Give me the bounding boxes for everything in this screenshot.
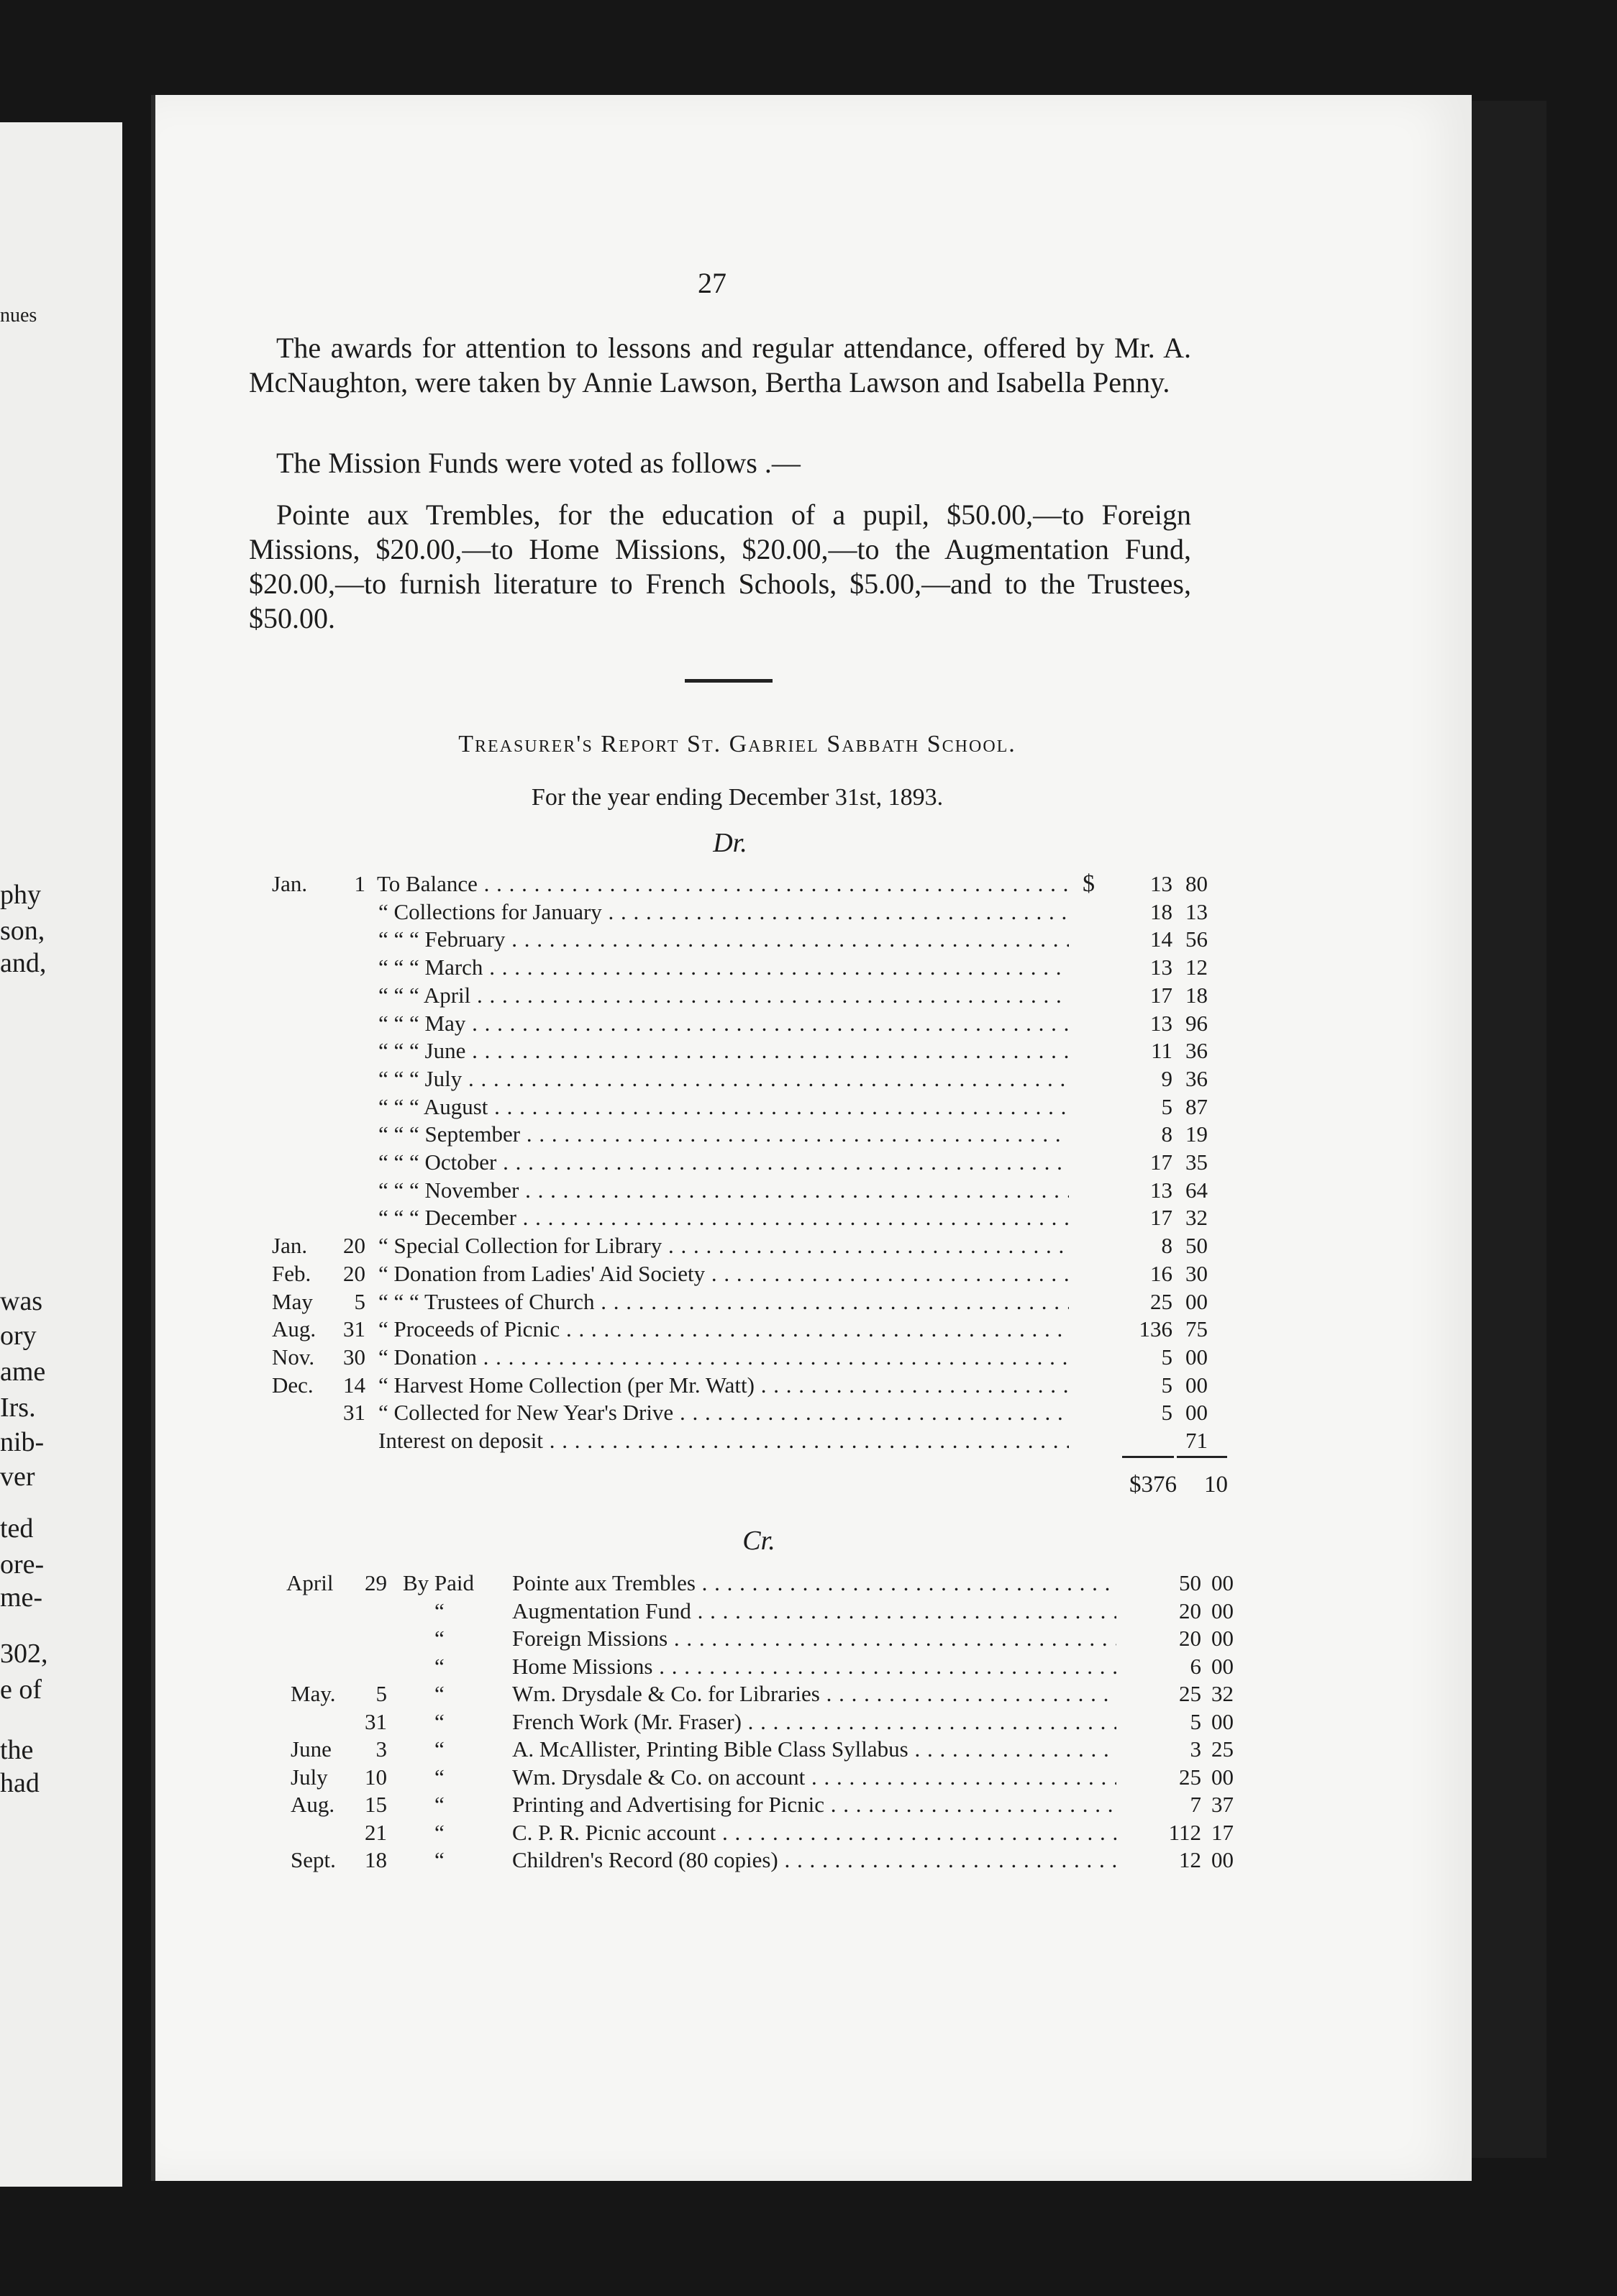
- debit-amount-cents: 36: [1185, 1066, 1208, 1091]
- debit-amount-cents: 80: [1185, 871, 1208, 896]
- credit-row: [0, 1819, 1617, 1846]
- debit-amount-dollars: 11: [1151, 1038, 1172, 1063]
- debit-row: [0, 1372, 1617, 1399]
- facing-page-text: ory: [0, 1321, 37, 1351]
- credit-row: [0, 1625, 1617, 1652]
- debit-date-month: Feb.: [272, 1261, 311, 1286]
- credit-date-day: 21: [365, 1820, 387, 1845]
- debit-row: [0, 1121, 1617, 1148]
- debit-amount-cents: 00: [1185, 1344, 1208, 1370]
- debit-amount-dollars: 9: [1161, 1066, 1172, 1091]
- credit-row: [0, 1598, 1617, 1625]
- debit-date-day: 20: [343, 1261, 365, 1286]
- debit-date-day: 30: [343, 1344, 365, 1370]
- debit-description: “ “ “ December . . .: [378, 1204, 1069, 1231]
- cents-sum-rule: [1177, 1456, 1227, 1458]
- debit-description: “ “ “ April . . .: [378, 982, 1069, 1009]
- debit-row: [0, 898, 1617, 926]
- debit-amount-dollars: 8: [1161, 1233, 1172, 1258]
- credit-amount-dollars: 112: [1168, 1820, 1201, 1845]
- facing-page-text: e of: [0, 1675, 42, 1705]
- debit-date-month: Aug.: [272, 1316, 316, 1341]
- debit-amount-cents: 35: [1185, 1149, 1208, 1175]
- debit-description: “ Special Collection for Library . . .: [378, 1232, 1069, 1259]
- debit-row: [0, 1177, 1617, 1204]
- debit-description: “ “ “ February . . .: [378, 926, 1069, 953]
- debit-description: “ “ “ June . . .: [378, 1037, 1069, 1065]
- debit-description: “ Harvest Home Collection (per Mr. Watt) . . .: [378, 1372, 1069, 1399]
- credit-amount-dollars: 7: [1190, 1792, 1201, 1817]
- credit-amount-cents: 32: [1211, 1681, 1234, 1706]
- debit-row: [0, 926, 1617, 953]
- credit-amount-cents: 25: [1211, 1736, 1234, 1762]
- facing-page-text: ted: [0, 1513, 34, 1544]
- debit-date-day: 5: [354, 1289, 365, 1314]
- debit-amount-dollars: 13: [1150, 871, 1172, 896]
- debit-date-month: Jan.: [272, 871, 308, 896]
- debit-row: [0, 1037, 1617, 1065]
- debit-row: [0, 1204, 1617, 1231]
- credit-description: Foreign Missions . . .: [512, 1625, 1116, 1652]
- credit-amount-dollars: 5: [1190, 1709, 1201, 1734]
- credit-prefix: “: [434, 1736, 445, 1762]
- credit-amount-cents: 37: [1211, 1792, 1234, 1817]
- debit-date-day: 1: [354, 871, 365, 896]
- credit-amount-dollars: 20: [1179, 1598, 1201, 1623]
- debit-amount-cents: 00: [1185, 1372, 1208, 1398]
- credit-prefix: “: [434, 1654, 445, 1679]
- debit-date-month: May: [272, 1289, 313, 1314]
- facing-page-text: ver: [0, 1462, 35, 1492]
- credit-row: [0, 1791, 1617, 1818]
- credit-date-day: 31: [365, 1709, 387, 1734]
- credit-prefix: “: [434, 1626, 445, 1651]
- debit-date-day: 31: [343, 1316, 365, 1341]
- credit-date-month: Aug.: [291, 1792, 335, 1817]
- facing-page-text: nues: [0, 304, 37, 327]
- debit-row: [0, 1344, 1617, 1371]
- debit-total-dollars: $376: [1129, 1472, 1177, 1498]
- debit-date-month: Jan.: [272, 1233, 308, 1258]
- credit-row: [0, 1846, 1617, 1874]
- debit-amount-cents: 13: [1185, 899, 1208, 924]
- debit-amount-cents: 50: [1185, 1233, 1208, 1258]
- credit-description: Children's Record (80 copies) . . .: [512, 1846, 1116, 1874]
- debit-row: [0, 1232, 1617, 1259]
- debit-description: “ Collections for January . . .: [378, 898, 1069, 926]
- debit-description: “ “ “ July . . .: [378, 1065, 1069, 1093]
- debit-amount-dollars: 136: [1139, 1316, 1172, 1341]
- debit-total-cents: 10: [1204, 1472, 1228, 1498]
- debit-amount-dollars: 13: [1150, 955, 1172, 980]
- facing-page-text: Irs.: [0, 1393, 36, 1423]
- debit-amount-dollars: 5: [1161, 1094, 1172, 1119]
- credit-date-day: 18: [365, 1847, 387, 1872]
- debit-amount-dollars: 13: [1150, 1011, 1172, 1036]
- debit-amount-cents: 87: [1185, 1094, 1208, 1119]
- credit-date-month: May.: [291, 1681, 336, 1706]
- credit-amount-cents: 00: [1211, 1764, 1234, 1790]
- debit-description: “ Proceeds of Picnic . . .: [378, 1316, 1069, 1343]
- facing-page-text: me-: [0, 1582, 43, 1613]
- debit-amount-cents: 56: [1185, 926, 1208, 952]
- facing-page-text: ore-: [0, 1549, 45, 1580]
- debit-date-month: Dec.: [272, 1372, 314, 1398]
- debit-date-day: 14: [343, 1372, 365, 1398]
- credit-prefix: “: [434, 1709, 445, 1734]
- debit-description: “ “ “ Trustees of Church . . .: [378, 1288, 1069, 1316]
- debit-amount-dollars: 5: [1161, 1400, 1172, 1425]
- credit-amount-cents: 00: [1211, 1626, 1234, 1651]
- credit-description: Wm. Drysdale & Co. on account . . .: [512, 1764, 1116, 1791]
- credit-date-month: Sept.: [291, 1847, 336, 1872]
- credit-prefix: “: [434, 1792, 445, 1817]
- credit-amount-cents: 00: [1211, 1709, 1234, 1734]
- credit-description: Printing and Advertising for Picnic . . .: [512, 1791, 1116, 1818]
- facing-page-text: had: [0, 1768, 40, 1798]
- facing-page-text: 302,: [0, 1639, 48, 1669]
- credit-description: Home Missions . . .: [512, 1653, 1116, 1680]
- credit-amount-cents: 00: [1211, 1654, 1234, 1679]
- credit-row: [0, 1680, 1617, 1708]
- debit-date-day: 20: [343, 1233, 365, 1258]
- debit-heading: Dr.: [713, 828, 747, 858]
- debit-description: To Balance . . .: [377, 870, 1067, 898]
- facing-page-text: and,: [0, 948, 47, 978]
- credit-amount-cents: 00: [1211, 1598, 1234, 1623]
- credit-description: French Work (Mr. Fraser) . . .: [512, 1708, 1116, 1736]
- facing-page-text: was: [0, 1286, 43, 1316]
- debit-amount-dollars: 5: [1161, 1372, 1172, 1398]
- debit-amount-dollars: 17: [1150, 1205, 1172, 1230]
- credit-date-day: 29: [365, 1570, 387, 1595]
- credit-prefix: By Paid: [403, 1570, 475, 1595]
- credit-description: C. P. R. Picnic account . . .: [512, 1819, 1116, 1846]
- debit-amount-dollars: 8: [1161, 1121, 1172, 1147]
- credit-amount-dollars: 25: [1179, 1764, 1201, 1790]
- credit-row: [0, 1708, 1617, 1736]
- debit-row: [0, 1260, 1617, 1288]
- credit-amount-dollars: 25: [1179, 1681, 1201, 1706]
- credit-date-month: June: [291, 1736, 332, 1762]
- debit-description: “ “ “ November . . .: [378, 1177, 1069, 1204]
- credit-amount-dollars: 50: [1179, 1570, 1201, 1595]
- debit-amount-cents: 18: [1185, 983, 1208, 1008]
- credit-description: Augmentation Fund . . .: [512, 1598, 1116, 1625]
- debit-amount-dollars: 17: [1150, 983, 1172, 1008]
- credit-prefix: “: [434, 1764, 445, 1790]
- credit-prefix: “: [434, 1681, 445, 1706]
- credit-date-month: April: [286, 1570, 334, 1595]
- debit-amount-dollars: 17: [1150, 1149, 1172, 1175]
- debit-row: [0, 1149, 1617, 1176]
- debit-amount-cents: 19: [1185, 1121, 1208, 1147]
- credit-amount-cents: 00: [1211, 1570, 1234, 1595]
- section-divider: [685, 679, 773, 683]
- credit-prefix: “: [434, 1847, 445, 1872]
- debit-amount-dollars: 14: [1150, 926, 1172, 952]
- debit-description: “ Donation from Ladies' Aid Society . . .: [378, 1260, 1069, 1288]
- credit-prefix: “: [434, 1598, 445, 1623]
- debit-row: [0, 1065, 1617, 1093]
- debit-description: “ Donation . . .: [378, 1344, 1069, 1371]
- facing-page-text: ame: [0, 1357, 46, 1387]
- debit-row: [0, 1093, 1617, 1121]
- debit-row: [0, 1010, 1617, 1037]
- debit-row: [0, 1288, 1617, 1316]
- debit-amount-cents: 00: [1185, 1400, 1208, 1425]
- debit-amount-cents: 36: [1185, 1038, 1208, 1063]
- debit-description: “ “ “ August . . .: [378, 1093, 1069, 1121]
- credit-amount-dollars: 6: [1190, 1654, 1201, 1679]
- debit-description: Interest on deposit . . .: [378, 1427, 1069, 1454]
- debit-amount-dollars: 25: [1150, 1289, 1172, 1314]
- page-number: 27: [698, 267, 726, 299]
- debit-amount-dollars: 5: [1161, 1344, 1172, 1370]
- debit-amount-cents: 96: [1185, 1011, 1208, 1036]
- credit-row: [0, 1764, 1617, 1791]
- credit-heading: Cr.: [742, 1526, 775, 1556]
- report-title: Treasurer's Report St. Gabriel Sabbath School.: [458, 731, 1016, 757]
- debit-description: “ “ “ March . . .: [378, 954, 1069, 981]
- debit-amount-cents: 12: [1185, 955, 1208, 980]
- debit-row: [0, 870, 1617, 898]
- debit-row: [0, 954, 1617, 981]
- facing-page-text: son,: [0, 916, 45, 946]
- credit-date-day: 10: [365, 1764, 387, 1790]
- facing-page-text: phy: [0, 880, 41, 910]
- debit-row: [0, 1427, 1617, 1457]
- debit-date-month: Nov.: [272, 1344, 315, 1370]
- debit-amount-cents: 64: [1185, 1177, 1208, 1203]
- credit-amount-dollars: 20: [1179, 1626, 1201, 1651]
- debit-amount-cents: 32: [1185, 1205, 1208, 1230]
- credit-row: [0, 1736, 1617, 1763]
- credit-date-day: 3: [375, 1736, 387, 1762]
- credit-amount-dollars: 12: [1179, 1847, 1201, 1872]
- awards-paragraph: The awards for attention to lessons and regular attendance, offered by Mr. A. McNaughton, were taken by Annie Lawson, Bertha Lawson and Isabella Penny.: [249, 332, 1191, 398]
- debit-row: [0, 1316, 1617, 1343]
- credit-amount-cents: 17: [1211, 1820, 1234, 1845]
- debit-amount-dollars: 16: [1150, 1261, 1172, 1286]
- credit-amount-cents: 00: [1211, 1847, 1234, 1872]
- debit-amount-cents: 75: [1185, 1316, 1208, 1341]
- debit-row: [0, 1399, 1617, 1426]
- facing-page-text: nib-: [0, 1427, 45, 1457]
- debit-description: “ “ “ May . . .: [378, 1010, 1069, 1037]
- debit-amount-cents: 00: [1185, 1289, 1208, 1314]
- debit-description: “ Collected for New Year's Drive . . .: [378, 1399, 1069, 1426]
- credit-description: A. McAllister, Printing Bible Class Syllabus . . .: [512, 1736, 1116, 1763]
- debit-amount-dollars: 18: [1150, 899, 1172, 924]
- debit-row: [0, 982, 1617, 1009]
- dollar-sign: $: [1083, 870, 1095, 897]
- credit-description: Pointe aux Trembles . . .: [512, 1570, 1116, 1597]
- credit-date-month: July: [291, 1764, 328, 1790]
- debit-amount-dollars: 13: [1150, 1177, 1172, 1203]
- debit-description: “ “ “ October . . .: [378, 1149, 1069, 1176]
- debit-description: “ “ “ September . . .: [378, 1121, 1069, 1148]
- dollars-sum-rule: [1122, 1456, 1174, 1458]
- credit-description: Wm. Drysdale & Co. for Libraries . . .: [512, 1680, 1116, 1708]
- facing-page-text: the: [0, 1735, 34, 1765]
- debit-date-day: 31: [343, 1400, 365, 1425]
- debit-amount-cents: 30: [1185, 1261, 1208, 1286]
- debit-amount-cents: 71: [1185, 1428, 1208, 1453]
- mission-funds-intro: The Mission Funds were voted as follows .—: [276, 447, 801, 479]
- credit-row: [0, 1570, 1617, 1597]
- mission-funds-paragraph: Pointe aux Trembles, for the education of a pupil, $50.00,—to Foreign Missions, $20.00,—to Home Missions, $20.00,—to the Augmentation Fund, $20.00,—to furnish literature to French Schools, $5.00,—and to the Trustees, $50.00.: [249, 498, 1191, 634]
- report-subtitle: For the year ending December 31st, 1893.: [531, 784, 944, 811]
- credit-row: [0, 1653, 1617, 1680]
- credit-amount-dollars: 3: [1190, 1736, 1201, 1762]
- credit-prefix: “: [434, 1820, 445, 1845]
- credit-date-day: 15: [365, 1792, 387, 1817]
- credit-date-day: 5: [375, 1681, 387, 1706]
